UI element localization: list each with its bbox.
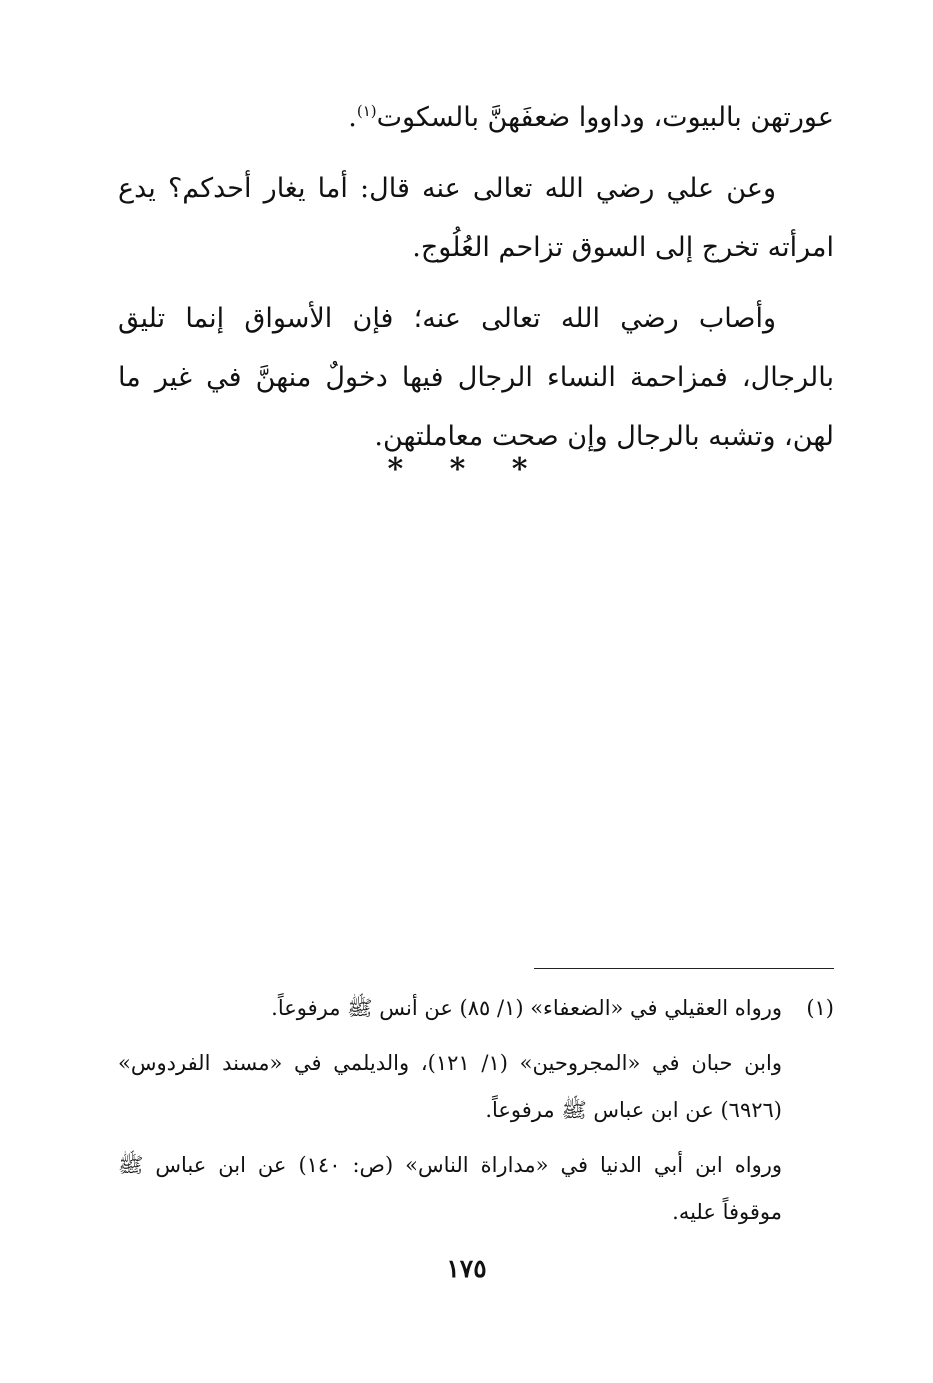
footnote-paragraph: وابن حبان في «المجروحين» (١/ ١٢١)، والديلمي في «مسند الفردوس» (٦٩٢٦) عن ابن عباس ﷺ مرفوعاً. [118,1051,782,1122]
footnote-paragraph: ورواه ابن أبي الدنيا في «مداراة الناس» (ص: ١٤٠) عن ابن عباس ﷺ موقوفاً عليه. [118,1153,782,1224]
main-text [118,88,834,478]
footnote-1 [118,985,834,1244]
paragraph-3: وأصاب رضي الله تعالى عنه؛ فإن الأسواق إنما تليق بالرجال، فمزاحمة النساء الرجال فيها دخولٌ منهنَّ في غير ما لهن، وتشبه بالرجال وإن صحت معاملتهن. [118,303,834,452]
footnotes [118,985,834,1244]
paragraph-1 [118,88,834,147]
paragraph-1-text: عورتهن بالبيوت، وداووا ضعفَهنَّ بالسكوت [376,102,834,133]
footnote-number: (١) [806,996,834,1020]
footnote-divider [534,968,834,969]
footnote-body [118,985,782,1244]
paragraph-2: وعن علي رضي الله تعالى عنه قال: أما يغار أحدكم؟ يدع امرأته تخرج إلى السوق تزاحم العُلُوج. [118,173,834,263]
paragraph-1-end: . [348,102,357,133]
page-number: ١٧٥ [446,1254,487,1283]
section-separator: * * * [387,452,546,487]
footnote-reference: (١) [356,102,377,120]
footnote-paragraph: ورواه العقيلي في «الضعفاء» (١/ ٨٥) عن أنس ﷺ مرفوعاً. [271,996,782,1020]
